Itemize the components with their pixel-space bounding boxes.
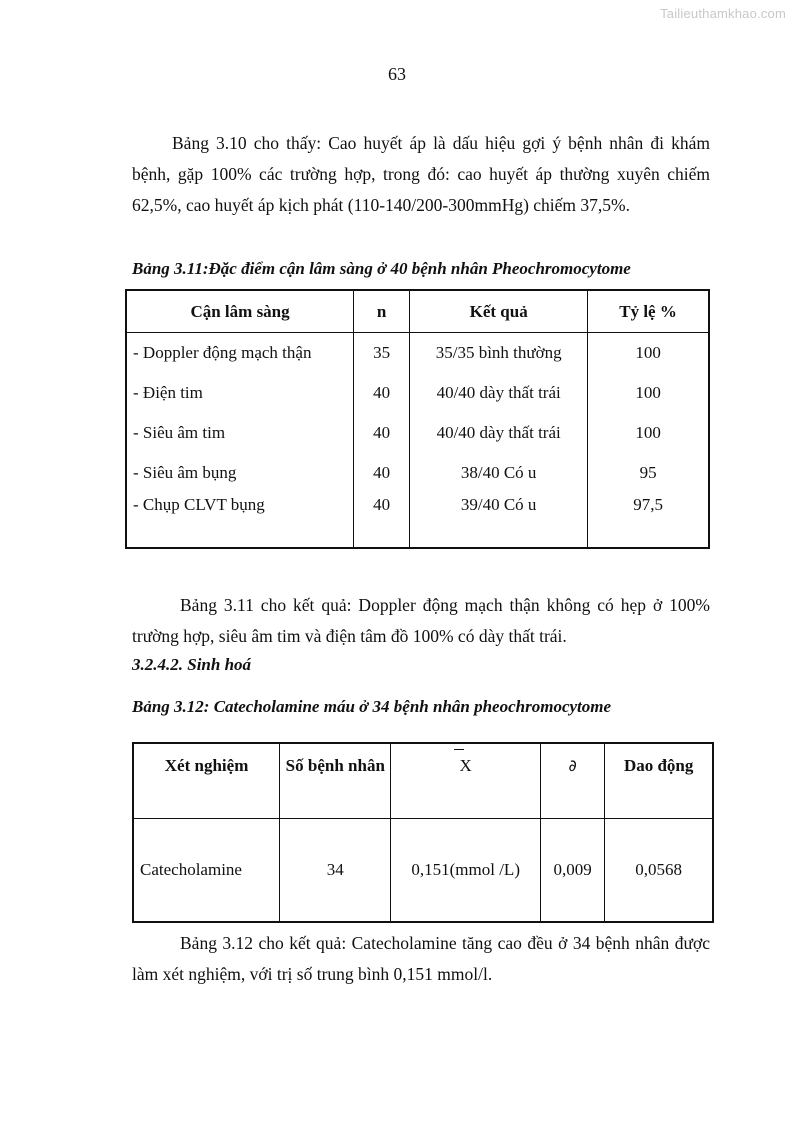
table-cell: 97,5: [588, 493, 709, 548]
table-row: [126, 493, 709, 548]
table-cell: 0,151(mmol /L): [391, 819, 541, 923]
column-header-n: n: [354, 290, 410, 333]
table-cell: 40: [354, 493, 410, 548]
table-cell: 38/40 Có u: [410, 453, 588, 493]
table-cell: 40: [354, 453, 410, 493]
table-cell: 40/40 dày thất trái: [410, 413, 588, 453]
column-header-deviation: ∂: [540, 743, 604, 819]
column-header-can-lam-sang: Cận lâm sàng: [126, 290, 354, 333]
section-heading: 3.2.4.2. Sinh hoá: [132, 655, 252, 674]
paragraph-table-3-12-summary: Bảng 3.12 cho kết quả: Catecholamine tăng cao đều ở 34 bệnh nhân được làm xét nghiệm, với trị số trung bình 0,151 mmol/l.: [132, 933, 710, 984]
table-cell: 35/35 bình thường: [410, 333, 588, 374]
table-cell: 34: [280, 819, 391, 923]
column-header-so-benh-nhan: Số bệnh nhân: [280, 743, 391, 819]
table-row: [126, 453, 709, 493]
table-cell: - Siêu âm tim: [126, 413, 354, 453]
table-row: [126, 373, 709, 413]
column-header-xet-nghiem: Xét nghiệm: [133, 743, 280, 819]
table-cell: - Siêu âm bụng: [126, 453, 354, 493]
watermark: Tailieuthamkhao.com: [660, 6, 786, 21]
table-row: [126, 333, 709, 374]
table-cell: - Điện tim: [126, 373, 354, 413]
table-cell: 40: [354, 413, 410, 453]
table-cell: 40: [354, 373, 410, 413]
table-cell: 0,0568: [605, 819, 713, 923]
paragraph-table-3-11-summary: Bảng 3.11 cho kết quả: Doppler động mạch thận không có hẹp ở 100% trường hợp, siêu âm tim và điện tâm đồ 100% có dày thất trái.: [132, 595, 710, 646]
table-3-11: [125, 289, 710, 549]
table-cell: Catecholamine: [133, 819, 280, 923]
table-header-row: [133, 743, 713, 819]
table-row: [126, 413, 709, 453]
column-header-ty-le: Tỷ lệ %: [588, 290, 709, 333]
table-3-12-caption: Bảng 3.12: Catecholamine máu ở 34 bệnh nhân pheochromocytome: [132, 697, 612, 716]
column-header-mean: [391, 743, 541, 819]
table-cell: 95: [588, 453, 709, 493]
column-header-ket-qua: Kết quả: [410, 290, 588, 333]
table-cell: 100: [588, 333, 709, 374]
page-number: 63: [388, 64, 406, 84]
table-header-row: [126, 290, 709, 333]
table-cell: 35: [354, 333, 410, 374]
table-cell: - Chụp CLVT bụng: [126, 493, 354, 548]
paragraph-table-3-10-summary: Bảng 3.10 cho thấy: Cao huyết áp là dấu hiệu gợi ý bệnh nhân đi khám bệnh, gặp 100% các trường hợp, trong đó: cao huyết áp thường xuyên chiếm 62,5%, cao huyết áp kịch phát (110-140/200-300mmHg) chiếm 37,5%.: [132, 133, 710, 215]
table-3-11-caption: Bảng 3.11:Đặc điểm cận lâm sàng ở 40 bệnh nhân Pheochromocytome: [132, 259, 631, 278]
table-cell: 0,009: [540, 819, 604, 923]
column-header-dao-dong: Dao động: [605, 743, 713, 819]
table-row: [133, 819, 713, 923]
table-cell: 40/40 dày thất trái: [410, 373, 588, 413]
table-cell: 39/40 Có u: [410, 493, 588, 548]
table-cell: 100: [588, 373, 709, 413]
table-cell: - Doppler động mạch thận: [126, 333, 354, 374]
mean-x-bar-symbol: X: [460, 754, 472, 778]
table-3-12: [132, 742, 714, 923]
table-cell: 100: [588, 413, 709, 453]
